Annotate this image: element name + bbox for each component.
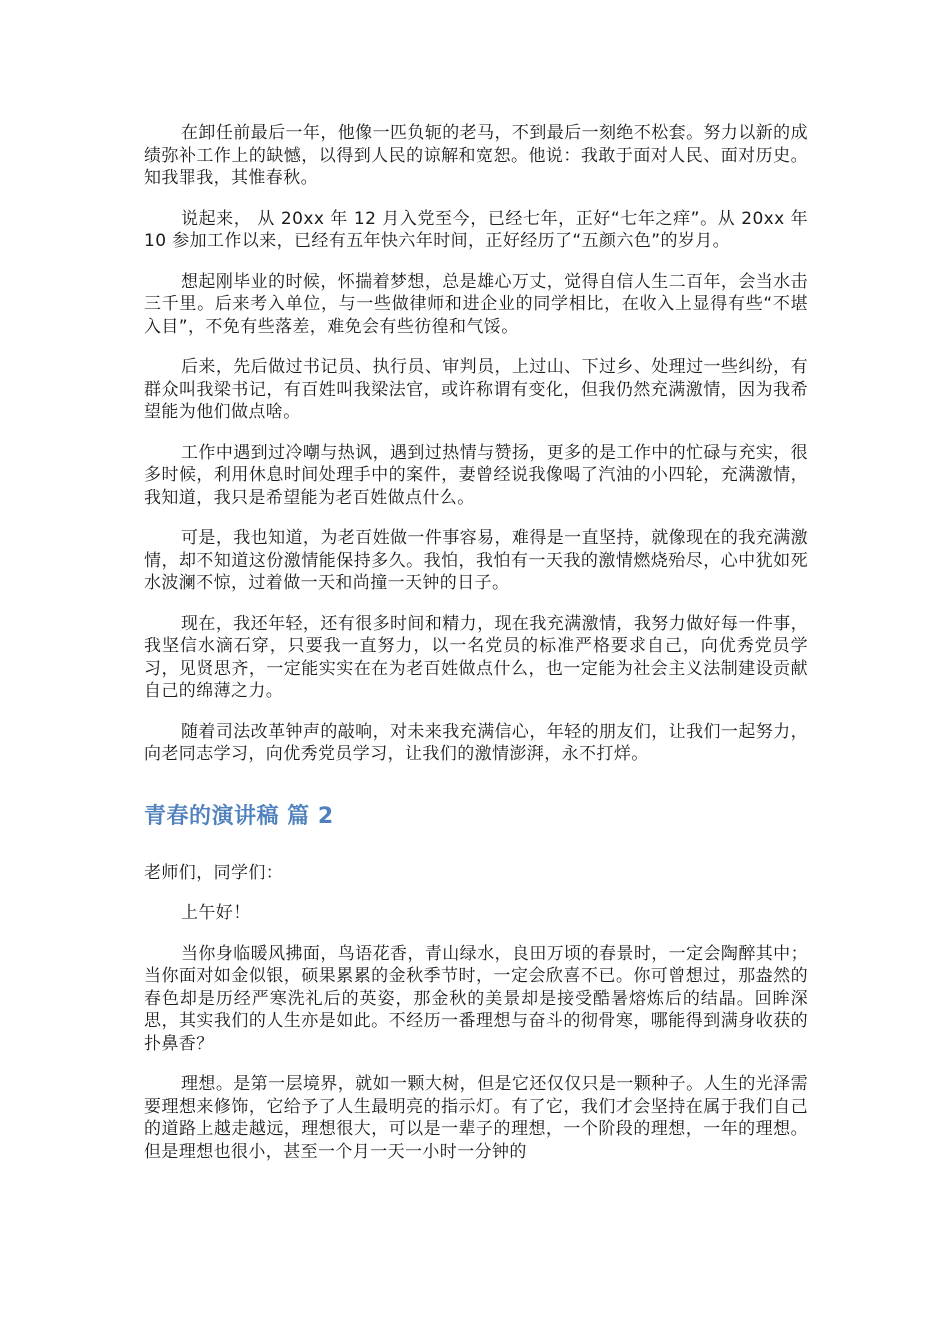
paragraph: 可是，我也知道，为老百姓做一件事容易，难得是一直坚持，就像现在的我充满激情，却不知道这份激情能保持多久。我怕，我怕有一天我的激情燃烧殆尽，心中犹如死水波澜不惊，过着做一天和尚撞一天钟的日子。: [144, 528, 808, 593]
paragraph: 理想。是第一层境界，就如一颗大树，但是它还仅仅只是一颗种子。人生的光泽需要理想来修饰，它给予了人生最明亮的指示灯。有了它，我们才会坚持在属于我们自己的道路上越走越远，理想很大，可以是一辈子的理想，一个阶段的理想，一年的理想。但是理想也很小，甚至一个月一天一小时一分钟的: [144, 1074, 808, 1162]
paragraph: 后来，先后做过书记员、执行员、审判员，上过山、下过乡、处理过一些纠纷，有群众叫我梁书记，有百姓叫我梁法官，或许称谓有变化，但我仍然充满激情，因为我希望能为他们做点啥。: [144, 357, 808, 422]
section-two: [144, 862, 808, 1164]
paragraph: 当你身临暖风拂面，鸟语花香，青山绿水，良田万顷的春景时，一定会陶醉其中；当你面对如金似银，硕果累累的金秋季节时，一定会欣喜不已。你可曾想过，那盎然的春色却是历经严寒洗礼后的英姿，那金秋的美景却是接受酷暑熔炼后的结晶。回眸深思，其实我们的人生亦是如此。不经历一番理想与奋斗的彻骨寒，哪能得到满身收获的扑鼻香？: [144, 943, 808, 1054]
salutation: 老师们，同学们：: [144, 862, 284, 883]
paragraph: 工作中遇到过冷嘲与热讽，遇到过热情与赞扬，更多的是工作中的忙碌与充实，很多时候，利用休息时间处理手中的案件，妻曾经说我像喝了汽油的小四轮，充满激情，我知道，我只是希望能为老百姓做点什么。: [144, 442, 808, 508]
paragraph: 说起来， 从 20xx 年 12 月入党至今，已经七年，正好“七年之痒”。从 20xx 年 10 参加工作以来，已经有五年快六年时间，正好经历了“五颜六色”的岁月。: [144, 208, 808, 251]
paragraph: 想起刚毕业的时候，怀揣着梦想，总是雄心万丈，觉得自信人生二百年，会当水击三千里。后来考入单位，与一些做律师和进企业的同学相比，在收入上显得有些“不堪入目”，不免有些落差，难免会有些彷徨和气馁。: [144, 271, 808, 337]
paragraph: 在卸任前最后一年，他像一匹负轭的老马，不到最后一刻绝不松套。努力以新的成绩弥补工作上的缺憾，以得到人民的谅解和宽恕。他说：我敢于面对人民、面对历史。知我罪我，其惟春秋。: [144, 123, 808, 188]
paragraph: 随着司法改革钟声的敲响，对未来我充满信心，年轻的朋友们，让我们一起努力，向老同志学习，向优秀党员学习，让我们的激情澎湃，永不打烊。: [144, 721, 808, 764]
section-one: [144, 122, 808, 766]
paragraph: 现在，我还年轻，还有很多时间和精力，现在我充满激情，我努力做好每一件事，我坚信水滴石穿，只要我一直努力，以一名党员的标准严格要求自己，向优秀党员学习，见贤思齐，一定能实实在在为老百姓做点什么，也一定能为社会主义法制建设贡献自己的绵薄之力。: [144, 613, 808, 701]
section-heading: 青春的演讲稿 篇 2: [144, 803, 334, 829]
greeting: 上午好！: [181, 903, 251, 923]
